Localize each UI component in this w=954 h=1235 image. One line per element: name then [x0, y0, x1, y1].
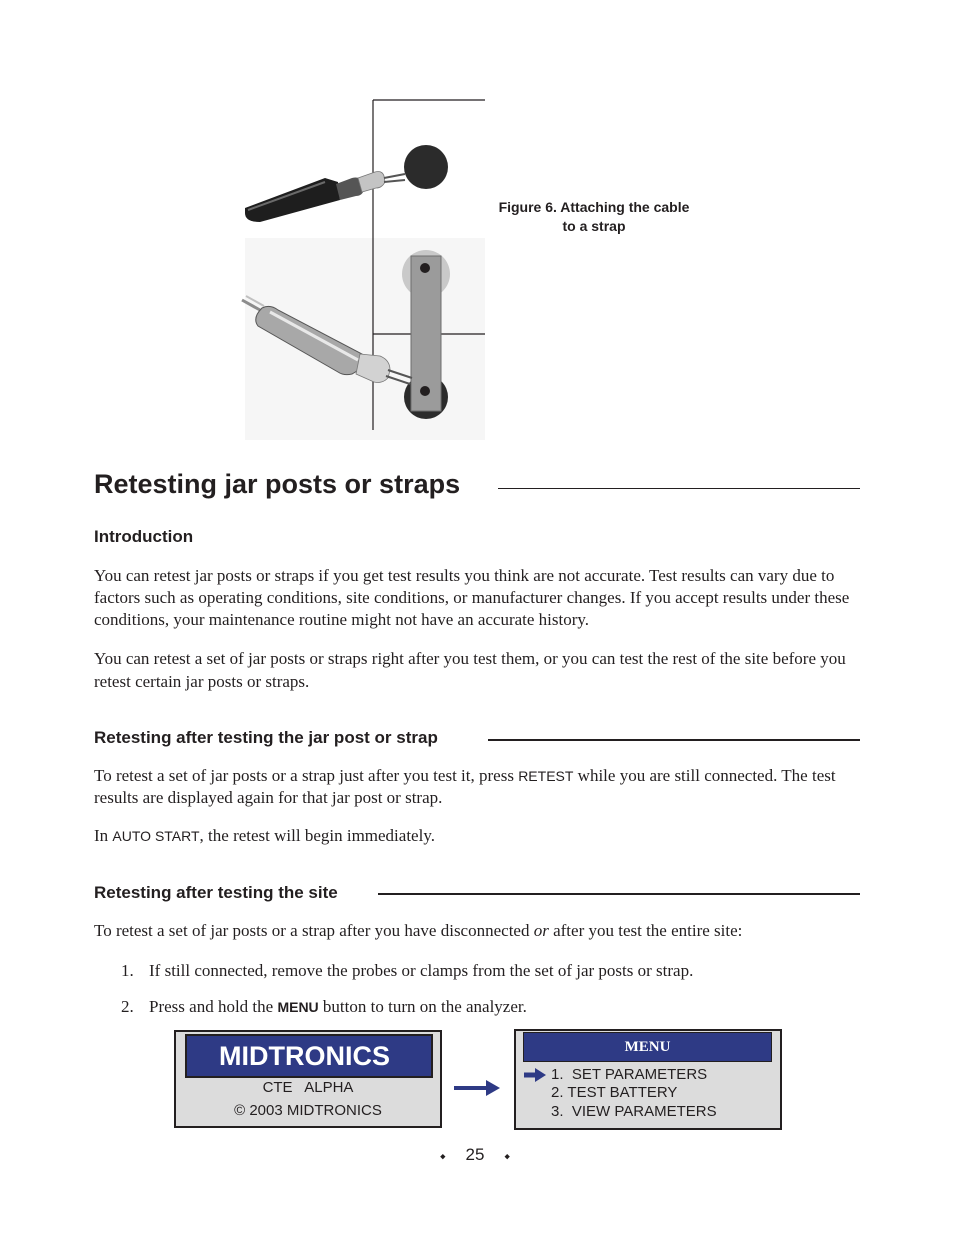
figure-caption-line1: Figure 6. Attaching the cable — [498, 199, 690, 215]
section-title-rule — [498, 488, 860, 489]
figure-caption — [470, 198, 718, 236]
arrow-right-icon — [454, 1078, 500, 1098]
menu-item-view-parameters[interactable]: 3. VIEW PARAMETERS — [551, 1103, 717, 1120]
figure-6 — [240, 98, 485, 440]
sub2-p1-after: after you test the entire site: — [548, 921, 743, 940]
menu-selector-arrow-icon — [524, 1068, 546, 1082]
analyzer-screen-startup — [174, 1030, 442, 1128]
step-2 — [121, 996, 861, 1018]
step-2-before: Press and hold the — [149, 997, 278, 1016]
sub2-p1-emph: or — [533, 921, 549, 940]
menu-item-set-parameters[interactable]: 1. SET PARAMETERS — [551, 1066, 708, 1083]
subsection-1-rule — [488, 739, 860, 741]
sub2-p1-before: To retest a set of jar posts or a strap after you have disconnected — [94, 921, 534, 940]
startup-brand-text: MIDTRONICS — [219, 1041, 390, 1071]
page-number: 25 — [465, 1145, 485, 1164]
startup-line-2: © 2003 MIDTRONICS — [234, 1102, 382, 1119]
menu-title-text: MENU — [624, 1039, 671, 1055]
subsection-2-paragraph-1 — [94, 920, 864, 942]
footer-bullet-left-icon: ◆ — [440, 1152, 446, 1161]
cable-strap-illustration — [240, 98, 485, 440]
footer-bullet-right-icon: ◆ — [504, 1152, 510, 1161]
menu-item-test-battery[interactable]: 2. TEST BATTERY — [551, 1084, 678, 1101]
auto-start-key: AUTO START — [112, 828, 200, 844]
intro-paragraph-2: You can retest a set of jar posts or straps right after you test them, or you can test the rest of the site before you retest certain jar posts or straps. — [94, 649, 846, 691]
subsection-1-heading: Retesting after testing the jar post or strap — [94, 728, 438, 747]
figure-caption-line2: to a strap — [562, 218, 626, 234]
step-1 — [121, 960, 861, 982]
jar-post-upper — [404, 145, 448, 189]
step-1-text: If still connected, remove the probes or clamps from the set of jar posts or strap. — [149, 961, 694, 980]
step-1-number: 1. — [121, 961, 134, 980]
section-title: Retesting jar posts or straps — [94, 469, 461, 499]
intro-heading: Introduction — [94, 527, 194, 546]
subsection-1-paragraph-2 — [94, 825, 864, 847]
subsection-2-rule — [378, 893, 860, 895]
menu-key: MENU — [277, 999, 319, 1015]
subsection-1-paragraph-1 — [94, 765, 864, 809]
menu-title-banner — [523, 1032, 772, 1062]
intro-paragraph-1: You can retest jar posts or straps if you get test results you think are not accurate. Test results can vary due to factors such as operating conditions, site conditions, or manufacturer changes. If you accept results under these conditions, your maintenance routine might not have an accurate history. — [94, 566, 850, 629]
sub1-p1-after: while you are still connected. The test results are displayed again for that jar post or strap. — [94, 766, 836, 807]
startup-brand-banner — [185, 1034, 433, 1078]
subsection-2-heading: Retesting after testing the site — [94, 883, 338, 902]
analyzer-screen-menu — [514, 1029, 782, 1130]
retest-key: RETEST — [518, 768, 574, 784]
step-2-number: 2. — [121, 997, 134, 1016]
step-2-after: button to turn on the analyzer. — [318, 997, 527, 1016]
sub1-p2-before: In — [94, 826, 113, 845]
sub1-p2-after: , the retest will begin immediately. — [199, 826, 435, 845]
sub1-p1-before: To retest a set of jar posts or a strap just after you test it, press — [94, 766, 519, 785]
page-footer — [420, 1145, 530, 1167]
startup-line-1: CTE ALPHA — [262, 1079, 354, 1096]
